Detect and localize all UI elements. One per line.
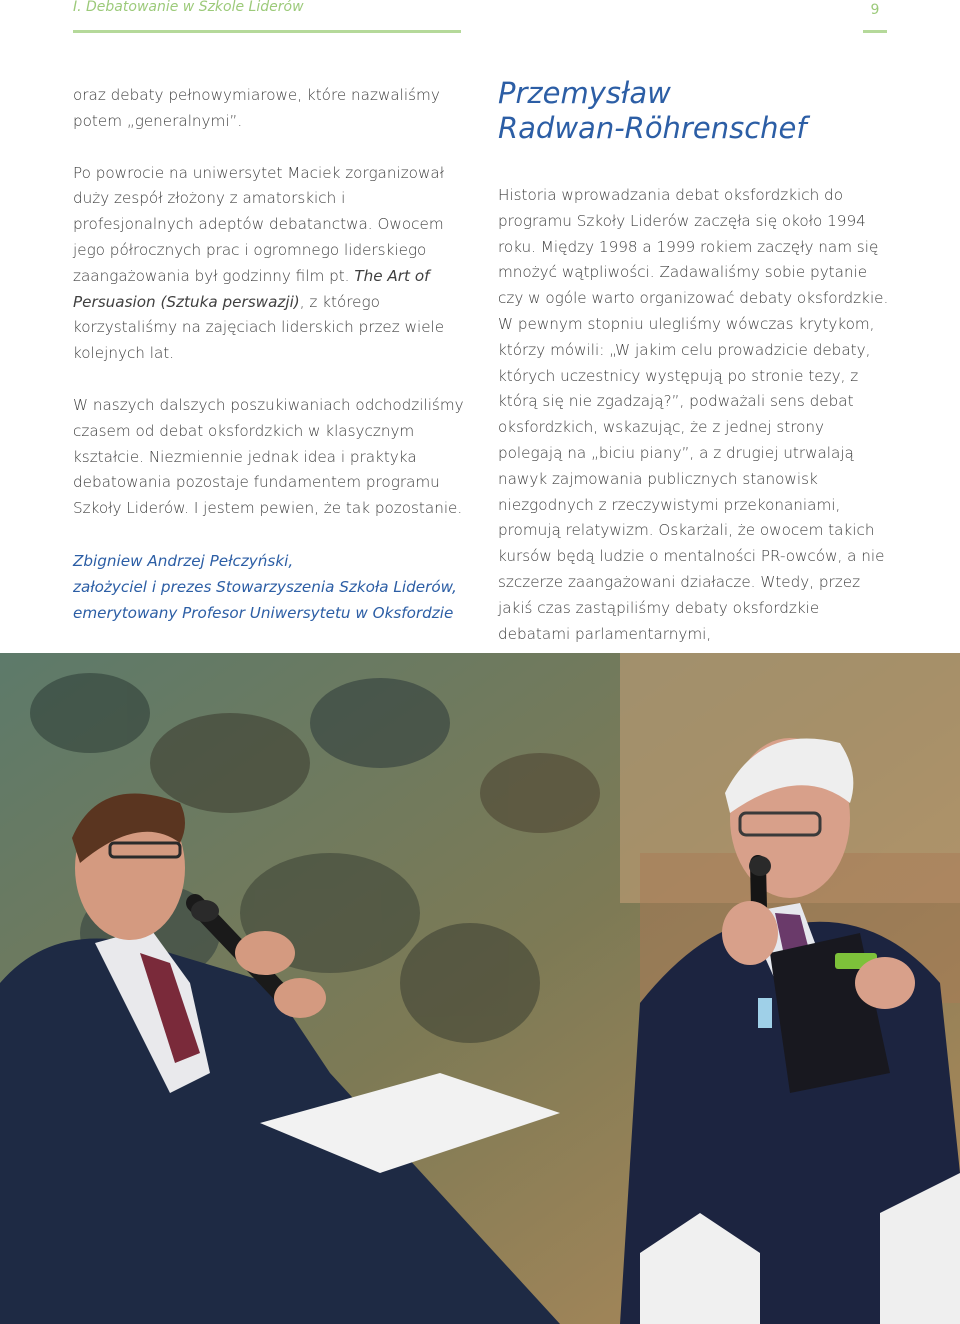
header-chapter-rule bbox=[73, 0, 461, 33]
author-last-name: Radwan-Röhrenschef bbox=[498, 111, 807, 145]
page-number: 9 bbox=[870, 2, 880, 18]
header-chapter-title: I. Debatowanie w Szkole Liderów bbox=[73, 0, 304, 15]
photo-illustration bbox=[0, 653, 960, 1324]
paragraph-3: W naszych dalszych poszukiwaniach odchodziliśmy czasem od debat oksfordzkich w klasycznym kształcie. Niezmiennie jednak idea i praktyka debatowania pozostaje fundamentem programu Szkoły Liderów. I jestem pewien, że tak pozostanie. bbox=[73, 395, 464, 518]
debate-photo bbox=[0, 653, 960, 1324]
right-column bbox=[498, 76, 893, 647]
author-heading bbox=[498, 76, 893, 146]
paragraph-1: oraz debaty pełnowymiarowe, które nazwaliśmy potem „generalnymi”. bbox=[73, 86, 440, 130]
paragraph-2 bbox=[73, 161, 468, 367]
paragraph-2-text-b: , z którego korzystaliśmy na zajęciach liderskich przez wiele kolejnych lat. bbox=[73, 292, 445, 363]
header-page-rule bbox=[863, 0, 887, 33]
left-column bbox=[73, 83, 468, 626]
right-body-paragraph: Historia wprowadzania debat oksfordzkich do programu Szkoły Liderów zaczęła się około 1994 roku. Między 1998 a 1999 rokiem zaczęły nam się mnożyć wątpliwości. Zadawaliśmy sobie pytanie czy w ogóle warto organizować debaty oksfordzkie. W pewnym stopniu ulegliśmy wówczas krytykom, którzy mówili: „W jakim celu prowadzicie debaty, których uczestnicy występują po stronie tezy, z którą się nie zgadzają?”, podważali sens debat oksfordzkich, wskazując, że z jednej strony polegają na „biciu piany”, a z drugiej utrwalają nawyk zajmowania publicznych stanowisk niezgodnych z rzeczywistymi przekonaniami, promują relatywizm. Oskarżali, że owocem takich kursów będą ludzie o mentalności PR-owców, a nie szczerze zaangażowani działacze. Wtedy, przez jakiś czas zastąpiliśmy debaty oksfordzkie debatami parlamentarnymi, bbox=[498, 186, 889, 643]
signature-name: Zbigniew Andrzej Pełczyński, bbox=[73, 551, 294, 570]
signature-role: założyciel i prezes Stowarzyszenia Szkoła Liderów, bbox=[73, 577, 457, 596]
film-title: The Art of Persuasion (Sztuka perswazji) bbox=[73, 266, 430, 311]
author-first-name: Przemysław bbox=[498, 76, 671, 110]
signature-block bbox=[73, 548, 468, 626]
paragraph-2-text-a: Po powrocie na uniwersytet Maciek zorganizował duży zespół złożony z amatorskich i profesjonalnych adeptów debatanctwa. Owocem jego półrocznych prac i ogromnego liderskiego zaangażowania był godzinny film pt. bbox=[73, 163, 445, 285]
signature-title: emerytowany Profesor Uniwersytetu w Oksfordzie bbox=[73, 603, 454, 622]
